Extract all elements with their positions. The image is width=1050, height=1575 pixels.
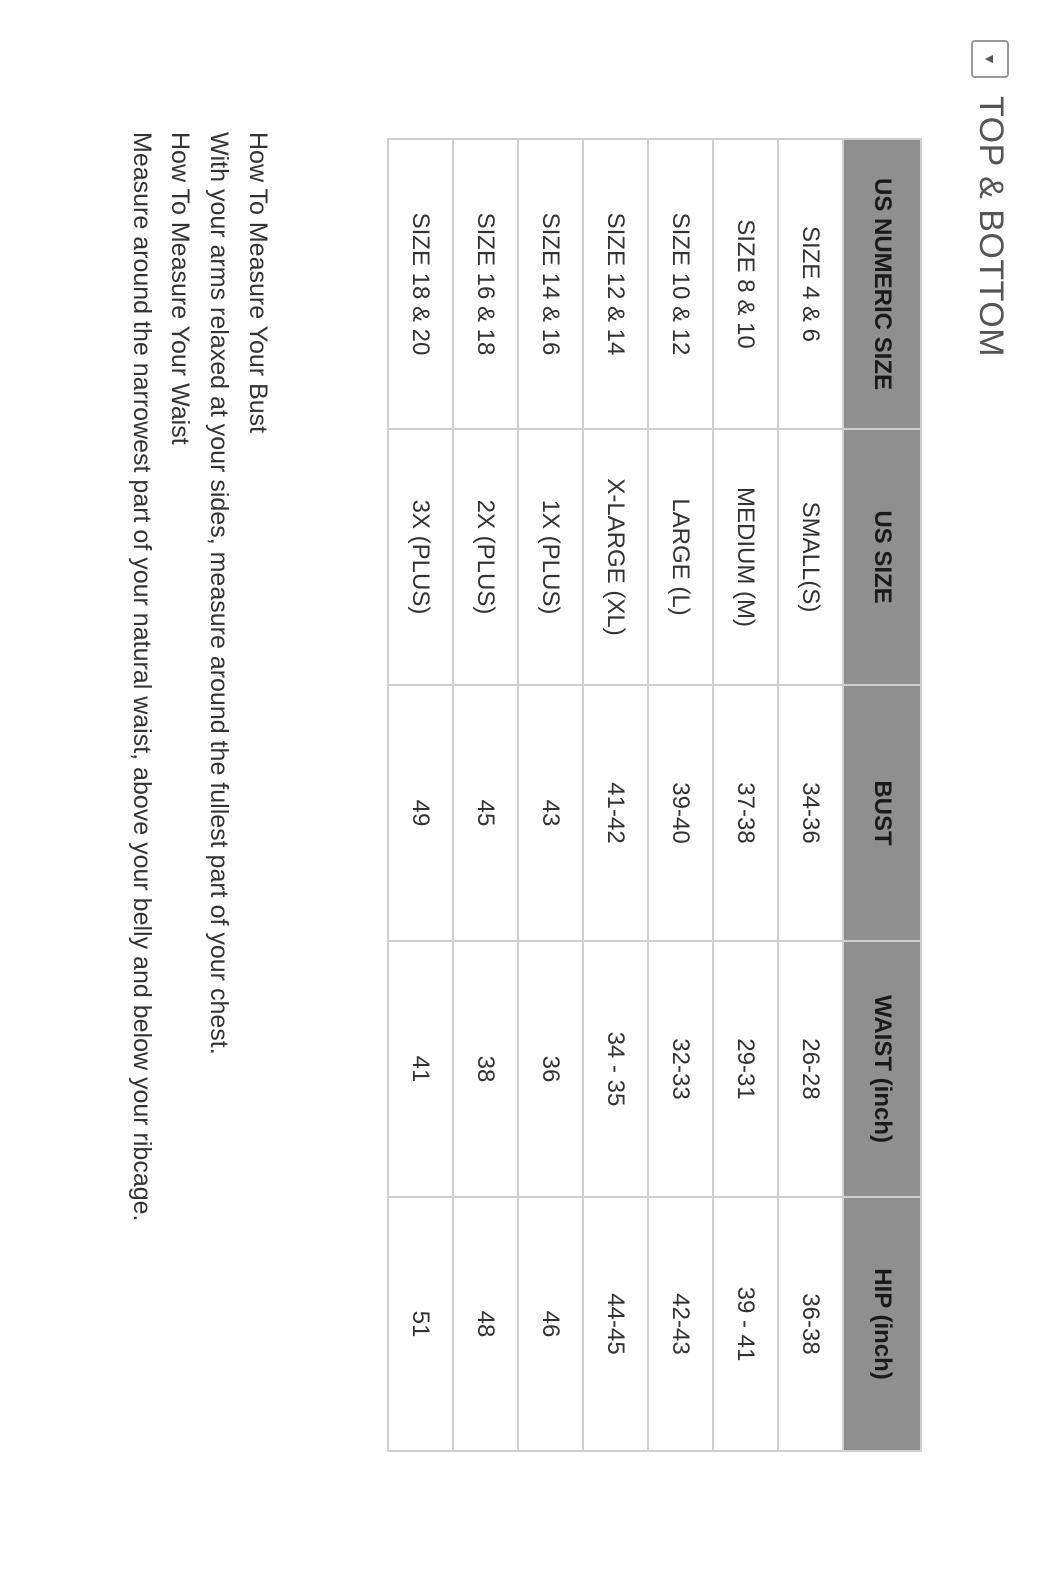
cell-waist: 26-28	[778, 941, 843, 1197]
cell-bust: 49	[388, 685, 453, 941]
section-header	[971, 40, 1010, 357]
bust-instructions	[205, 132, 273, 1552]
cell-waist: 36	[518, 941, 583, 1197]
cell-hip: 39 - 41	[713, 1197, 778, 1451]
table-row	[583, 139, 648, 1451]
cell-hip: 48	[453, 1197, 518, 1451]
cell-us-size: MEDIUM (M)	[713, 429, 778, 685]
cell-us-size: SMALL(S)	[778, 429, 843, 685]
table-row	[518, 139, 583, 1451]
section-title: TOP & BOTTOM	[972, 96, 1010, 358]
cell-hip: 36-38	[778, 1197, 843, 1451]
cell-us-size: 1X (PLUS)	[518, 429, 583, 685]
size-chart-table	[387, 138, 922, 1452]
cell-waist: 41	[388, 941, 453, 1197]
waist-text: Measure around the narrowest part of your natural waist, above your belly and below your ribcage.	[127, 132, 156, 1222]
cell-waist: 29-31	[713, 941, 778, 1197]
cell-us-size: LARGE (L)	[648, 429, 713, 685]
cell-numeric-size: SIZE 14 & 16	[518, 139, 583, 429]
header-hip: HIP (inch)	[843, 1197, 921, 1451]
cell-bust: 41-42	[583, 685, 648, 941]
header-bust: BUST	[843, 685, 921, 941]
cell-waist: 34 - 35	[583, 941, 648, 1197]
cell-hip: 46	[518, 1197, 583, 1451]
cell-bust: 34-36	[778, 685, 843, 941]
table-row	[713, 139, 778, 1451]
measurement-instructions	[117, 132, 272, 1552]
cell-hip: 51	[388, 1197, 453, 1451]
cell-numeric-size: SIZE 18 & 20	[388, 139, 453, 429]
cell-us-size: 2X (PLUS)	[453, 429, 518, 685]
collapse-toggle-button[interactable]	[972, 40, 1010, 78]
cell-bust: 39-40	[648, 685, 713, 941]
waist-heading: How To Measure Your Waist	[166, 132, 195, 445]
table-row	[648, 139, 713, 1451]
cell-numeric-size: SIZE 16 & 18	[453, 139, 518, 429]
cell-waist: 38	[453, 941, 518, 1197]
cell-us-size: X-LARGE (XL)	[583, 429, 648, 685]
cell-numeric-size: SIZE 12 & 14	[583, 139, 648, 429]
header-us-size: US SIZE	[843, 429, 921, 685]
bust-text: With your arms relaxed at your sides, measure around the fullest part of your chest.	[205, 132, 234, 1055]
waist-instructions	[127, 132, 195, 1552]
header-waist: WAIST (inch)	[843, 941, 921, 1197]
table-row	[453, 139, 518, 1451]
cell-waist: 32-33	[648, 941, 713, 1197]
triangle-down-icon: ▼	[982, 52, 999, 66]
cell-bust: 37-38	[713, 685, 778, 941]
cell-numeric-size: SIZE 8 & 10	[713, 139, 778, 429]
cell-us-size: 3X (PLUS)	[388, 429, 453, 685]
table-header-row	[843, 139, 921, 1451]
cell-hip: 44-45	[583, 1197, 648, 1451]
header-us-numeric-size: US NUMERIC SIZE	[843, 139, 921, 429]
cell-numeric-size: SIZE 10 & 12	[648, 139, 713, 429]
cell-numeric-size: SIZE 4 & 6	[778, 139, 843, 429]
cell-bust: 43	[518, 685, 583, 941]
bust-heading: How To Measure Your Bust	[244, 132, 272, 434]
table-row	[778, 139, 843, 1451]
table-row	[388, 139, 453, 1451]
cell-hip: 42-43	[648, 1197, 713, 1451]
cell-bust: 45	[453, 685, 518, 941]
